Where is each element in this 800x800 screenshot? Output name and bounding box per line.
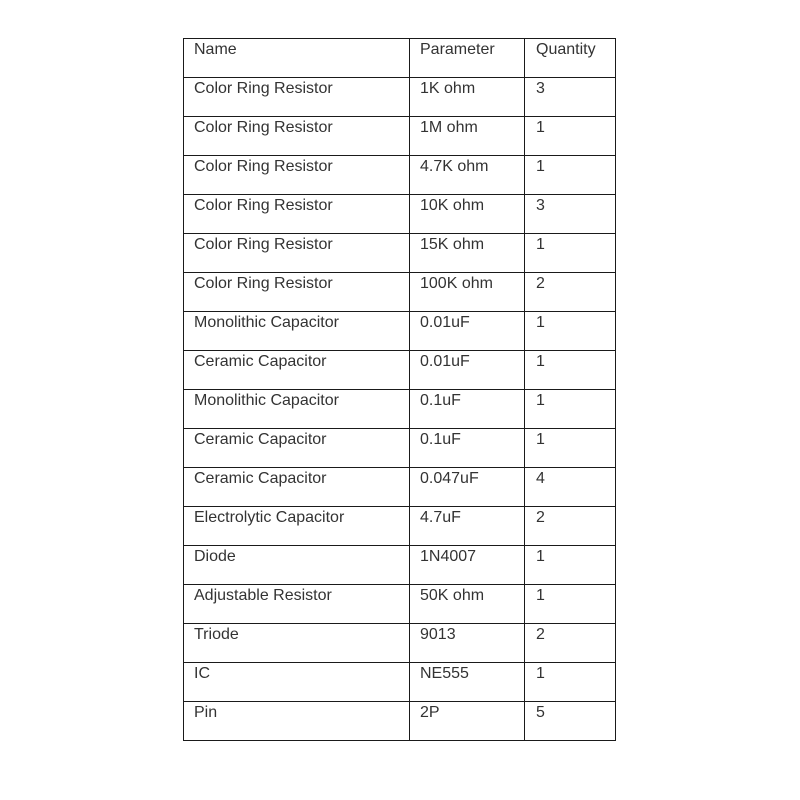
table-row xyxy=(184,585,616,624)
table-row xyxy=(184,663,616,702)
cell-quantity: 1 xyxy=(525,351,616,390)
table-body xyxy=(184,78,616,741)
table-row xyxy=(184,390,616,429)
cell-parameter: 1N4007 xyxy=(410,546,525,585)
table-row xyxy=(184,273,616,312)
cell-name: Color Ring Resistor xyxy=(184,156,410,195)
cell-name: Ceramic Capacitor xyxy=(184,351,410,390)
cell-name: Pin xyxy=(184,702,410,741)
cell-parameter: 10K ohm xyxy=(410,195,525,234)
cell-parameter: 4.7uF xyxy=(410,507,525,546)
cell-parameter: 0.01uF xyxy=(410,312,525,351)
cell-name: Monolithic Capacitor xyxy=(184,390,410,429)
header-quantity: Quantity xyxy=(525,39,616,78)
cell-parameter: NE555 xyxy=(410,663,525,702)
cell-quantity: 1 xyxy=(525,663,616,702)
cell-name: Color Ring Resistor xyxy=(184,117,410,156)
cell-quantity: 1 xyxy=(525,234,616,273)
cell-parameter: 50K ohm xyxy=(410,585,525,624)
cell-name: Monolithic Capacitor xyxy=(184,312,410,351)
cell-parameter: 9013 xyxy=(410,624,525,663)
table-row xyxy=(184,312,616,351)
cell-parameter: 1M ohm xyxy=(410,117,525,156)
cell-parameter: 100K ohm xyxy=(410,273,525,312)
table-row xyxy=(184,78,616,117)
cell-name: Ceramic Capacitor xyxy=(184,468,410,507)
table-row xyxy=(184,117,616,156)
cell-name: Electrolytic Capacitor xyxy=(184,507,410,546)
cell-quantity: 1 xyxy=(525,156,616,195)
cell-quantity: 2 xyxy=(525,507,616,546)
table-row xyxy=(184,624,616,663)
cell-name: Color Ring Resistor xyxy=(184,234,410,273)
cell-quantity: 3 xyxy=(525,78,616,117)
cell-name: Triode xyxy=(184,624,410,663)
cell-name: IC xyxy=(184,663,410,702)
header-name: Name xyxy=(184,39,410,78)
cell-parameter: 2P xyxy=(410,702,525,741)
cell-quantity: 2 xyxy=(525,624,616,663)
header-row xyxy=(184,39,616,78)
table-row xyxy=(184,156,616,195)
cell-quantity: 1 xyxy=(525,312,616,351)
cell-parameter: 0.1uF xyxy=(410,390,525,429)
cell-quantity: 4 xyxy=(525,468,616,507)
cell-quantity: 3 xyxy=(525,195,616,234)
table-row xyxy=(184,507,616,546)
cell-parameter: 15K ohm xyxy=(410,234,525,273)
cell-quantity: 5 xyxy=(525,702,616,741)
table-row xyxy=(184,468,616,507)
cell-quantity: 2 xyxy=(525,273,616,312)
cell-name: Adjustable Resistor xyxy=(184,585,410,624)
table-row xyxy=(184,351,616,390)
cell-name: Color Ring Resistor xyxy=(184,195,410,234)
cell-name: Color Ring Resistor xyxy=(184,273,410,312)
table-row xyxy=(184,429,616,468)
cell-name: Color Ring Resistor xyxy=(184,78,410,117)
table-row xyxy=(184,234,616,273)
cell-quantity: 1 xyxy=(525,429,616,468)
cell-quantity: 1 xyxy=(525,585,616,624)
table-row xyxy=(184,195,616,234)
cell-parameter: 4.7K ohm xyxy=(410,156,525,195)
cell-name: Diode xyxy=(184,546,410,585)
cell-quantity: 1 xyxy=(525,390,616,429)
table-header xyxy=(184,39,616,78)
header-parameter: Parameter xyxy=(410,39,525,78)
cell-parameter: 0.01uF xyxy=(410,351,525,390)
cell-quantity: 1 xyxy=(525,117,616,156)
component-list-table xyxy=(183,38,616,741)
cell-parameter: 1K ohm xyxy=(410,78,525,117)
cell-quantity: 1 xyxy=(525,546,616,585)
cell-parameter: 0.1uF xyxy=(410,429,525,468)
cell-parameter: 0.047uF xyxy=(410,468,525,507)
table-row xyxy=(184,546,616,585)
table-row xyxy=(184,702,616,741)
cell-name: Ceramic Capacitor xyxy=(184,429,410,468)
